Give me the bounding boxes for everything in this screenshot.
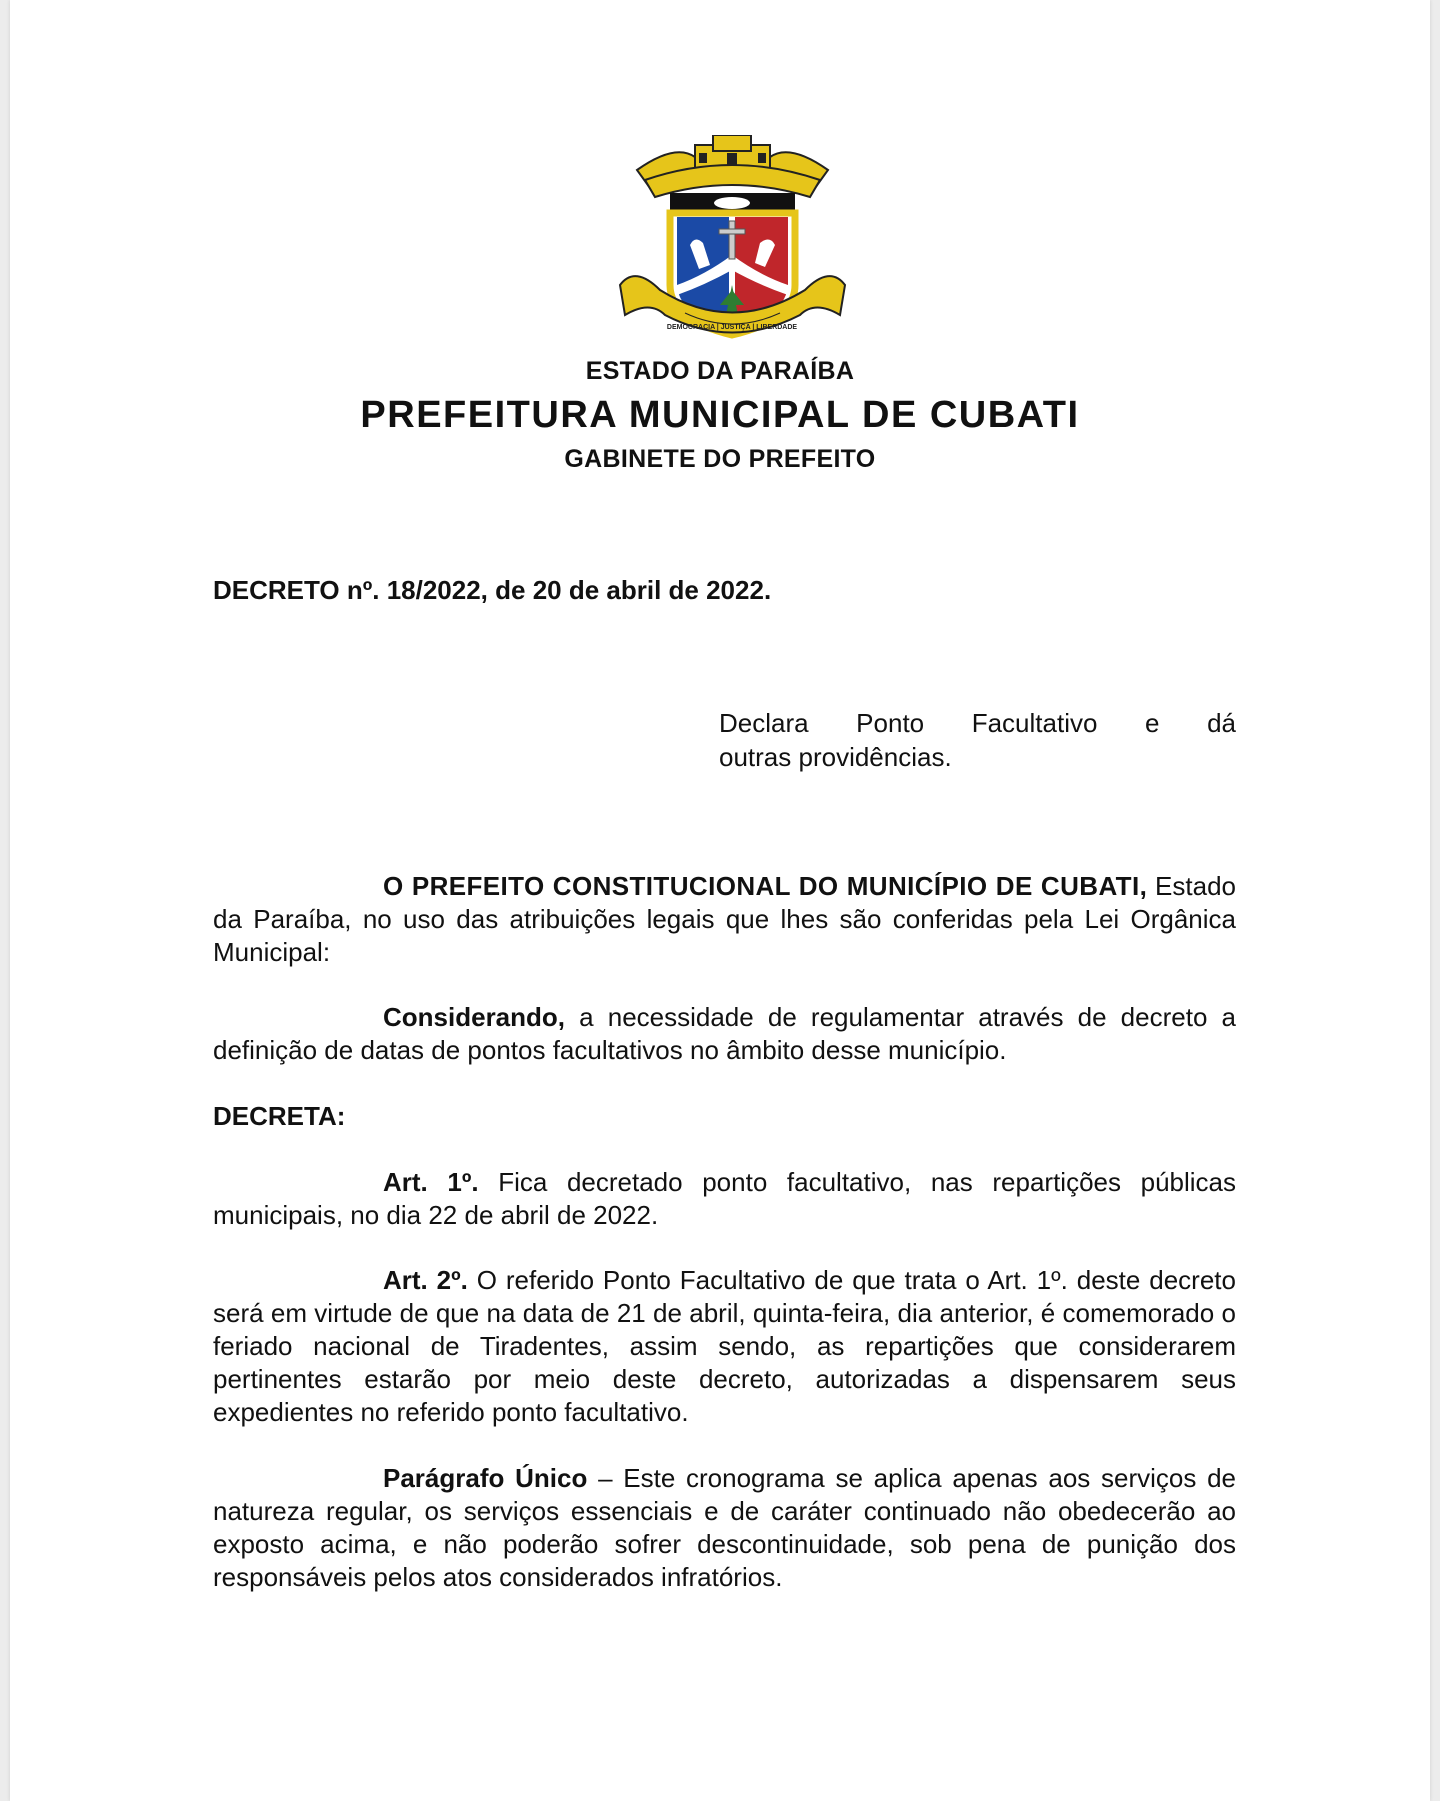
intro-text: Estado da Paraíba, no uso das atribuições legais que lhes são conferidas pela Lei Orgânica Municipal: [213, 871, 1236, 967]
decree-title: DECRETO nº. 18/2022, de 20 de abril de 2022. [213, 575, 772, 605]
ementa-line-1: Declara Ponto Facultativo e dá [719, 708, 1236, 738]
crest-motto: DEMOCRACIA | JUSTIÇA | LIBERDADE [666, 324, 798, 331]
article-2-text: O referido Ponto Facultativo de que trata o Art. 1º. deste decreto será em virtude de que na data de 21 de abril, quinta-feira, dia anterior, é comemorado o feriado nacional de Tiradentes, assim sendo, as repartições que considerarem pertinentes estarão por meio deste decreto, autorizadas a dispensarem seus expedientes no referido ponto facultativo. [213, 1265, 1236, 1427]
paragrafo-unico [213, 1462, 1236, 1594]
article-1-text: Fica decretado ponto facultativo, nas repartições públicas municipais, no dia 22 de abril de 2022. [213, 1167, 1237, 1230]
article-1 [213, 1166, 1236, 1232]
coat-of-arms-emblem [615, 135, 850, 350]
document-page [10, 0, 1430, 1801]
considerando-bold: Considerando, [383, 1002, 566, 1032]
ementa-line-2: outras providências. [719, 742, 952, 772]
intro-bold: O PREFEITO CONSTITUCIONAL DO MUNICÍPIO DE CUBATI, [383, 871, 1148, 901]
paragrafo-unico-label: Parágrafo Único [383, 1463, 588, 1493]
prefeitura-title: PREFEITURA MUNICIPAL DE CUBATI [360, 394, 1080, 436]
considerando-text: a necessidade de regulamentar através de decreto a definição de datas de pontos facultativos no âmbito desse município. [213, 1002, 1236, 1065]
considerando-paragraph [213, 1001, 1236, 1067]
decree-ementa [719, 706, 1236, 774]
intro-paragraph [213, 870, 1236, 969]
article-2 [213, 1264, 1236, 1429]
paragrafo-unico-text: – Este cronograma se aplica apenas aos serviços de natureza regular, os serviços essenciais e de caráter continuado não obedecerão ao exposto acima, e não poderão sofrer descontinuidade, sob pena de punição dos responsáveis pelos atos considerados infratórios. [213, 1463, 1237, 1592]
gabinete-subtitle: GABINETE DO PREFEITO [564, 445, 876, 473]
article-1-label: Art. 1º. [383, 1167, 479, 1197]
article-2-label: Art. 2º. [383, 1265, 468, 1295]
state-name: ESTADO DA PARAÍBA [585, 357, 855, 385]
decreta-heading: DECRETA: [213, 1101, 346, 1131]
